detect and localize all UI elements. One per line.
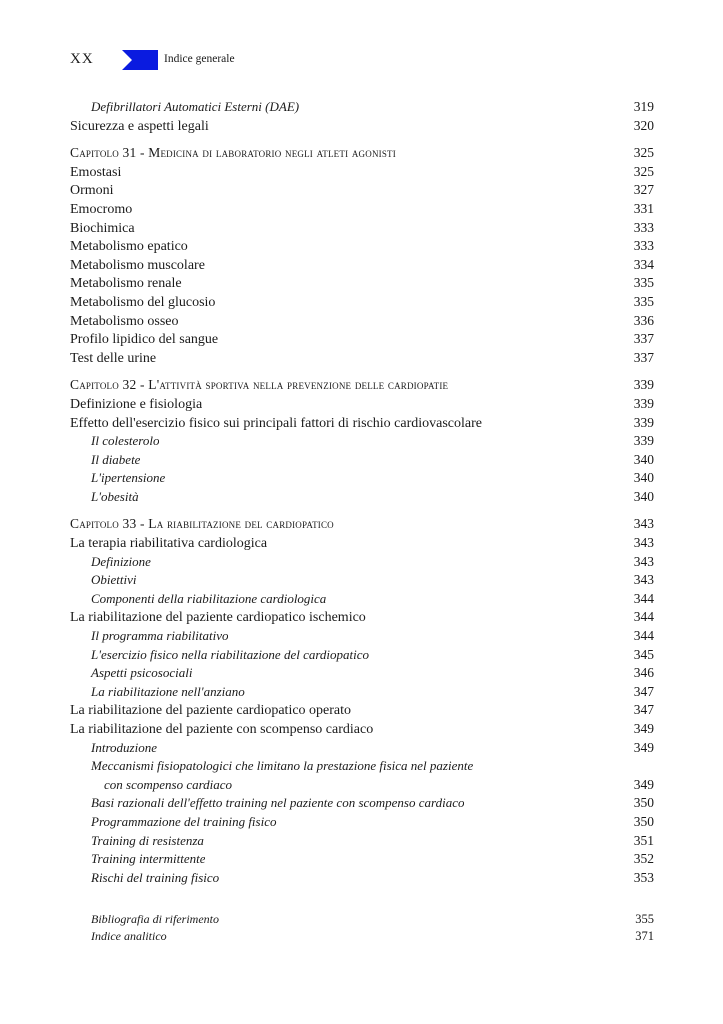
toc-entry[interactable]: Test delle urine 337 [70,349,654,366]
toc-subentry[interactable]: Obiettivi 343 [91,572,654,588]
toc-entry[interactable]: Metabolismo epatico 333 [70,238,654,255]
toc-back-matter-index[interactable]: Indice analitico 371 [91,929,654,944]
toc-subentry-wrapped-line1[interactable]: Meccanismi fisiopatologici che limitano la prestazione fisica nel paziente [91,758,474,774]
toc-entry[interactable]: Emocromo 331 [70,200,654,217]
toc-entry[interactable]: Profilo lipidico del sangue 337 [70,331,654,348]
toc-subentry[interactable]: Il programma riabilitativo 344 [91,628,654,644]
toc-subentry[interactable]: Programmazione del training fisico 350 [91,813,654,829]
toc-entry[interactable]: La riabilitazione del paziente cardiopatico operato 347 [70,702,654,719]
toc-subentry[interactable]: L'esercizio fisico nella riabilitazione del cardiopatico 345 [91,646,654,662]
toc-entry[interactable]: Defibrillatori Automatici Esterni (DAE) 319 [91,99,654,114]
page-header [70,50,370,72]
toc-entry[interactable]: Biochimica 333 [70,219,654,236]
toc-subentry[interactable]: L'obesità 340 [91,488,654,504]
toc-entry[interactable]: Metabolismo osseo 336 [70,312,654,329]
chapter-31-heading[interactable]: Capitolo 31 - Medicina di laboratorio negli atleti agonisti 325 [70,145,654,161]
toc-subentry[interactable]: Basi razionali dell'effetto training nel paziente con scompenso cardiaco 350 [91,795,654,811]
toc-back-matter-bibliography[interactable]: Bibliografia di riferimento 355 [91,912,654,927]
toc-entry[interactable]: Definizione e fisiologia 339 [70,395,654,412]
running-title: Indice generale [164,53,235,65]
toc-subentry[interactable]: Aspetti psicosociali 346 [91,665,654,681]
toc-subentry[interactable]: Training di resistenza 351 [91,832,654,848]
chapter-32-heading[interactable]: Capitolo 32 - L'attività sportiva nella prevenzione delle cardiopatie 339 [70,377,654,393]
toc-entry[interactable]: Effetto dell'esercizio fisico sui principali fattori di rischio cardiovascolare 339 [70,414,654,431]
toc-entry[interactable]: La riabilitazione del paziente con scompenso cardiaco 349 [70,721,654,737]
toc-entry[interactable]: La riabilitazione del paziente cardiopatico ischemico 344 [70,609,654,626]
toc-entry[interactable]: Emostasi 325 [70,163,654,180]
toc-subentry-wrapped-line2[interactable]: con scompenso cardiaco 349 [104,776,654,792]
toc-subentry[interactable]: Il diabete 340 [91,451,654,467]
page-folio: XX [70,51,94,67]
toc-subentry[interactable]: L'ipertensione 340 [91,470,654,486]
toc-subentry[interactable]: Introduzione 349 [91,739,654,755]
toc-subentry[interactable]: La riabilitazione nell'anziano 347 [91,683,654,699]
toc-entry[interactable]: Metabolismo renale 335 [70,275,654,292]
chapter-33-heading[interactable]: Capitolo 33 - La riabilitazione del cardiopatico 343 [70,516,654,532]
blue-flag-icon [122,50,158,70]
toc-subentry[interactable]: Training intermittente 352 [91,851,654,867]
toc-entry[interactable]: Metabolismo muscolare 334 [70,256,654,273]
table-of-contents [70,98,654,945]
toc-entry[interactable]: La terapia riabilitativa cardiologica 343 [70,535,654,552]
toc-entry[interactable]: Metabolismo del glucosio 335 [70,293,654,310]
toc-subentry[interactable]: Rischi del training fisico 353 [91,869,654,885]
toc-subentry[interactable]: Definizione 343 [91,553,654,569]
toc-subentry[interactable]: Componenti della riabilitazione cardiologica 344 [91,590,654,606]
toc-entry[interactable]: Ormoni 327 [70,182,654,199]
toc-entry[interactable]: Sicurezza e aspetti legali 320 [70,117,654,134]
toc-subentry[interactable]: Il colesterolo 339 [91,433,654,449]
